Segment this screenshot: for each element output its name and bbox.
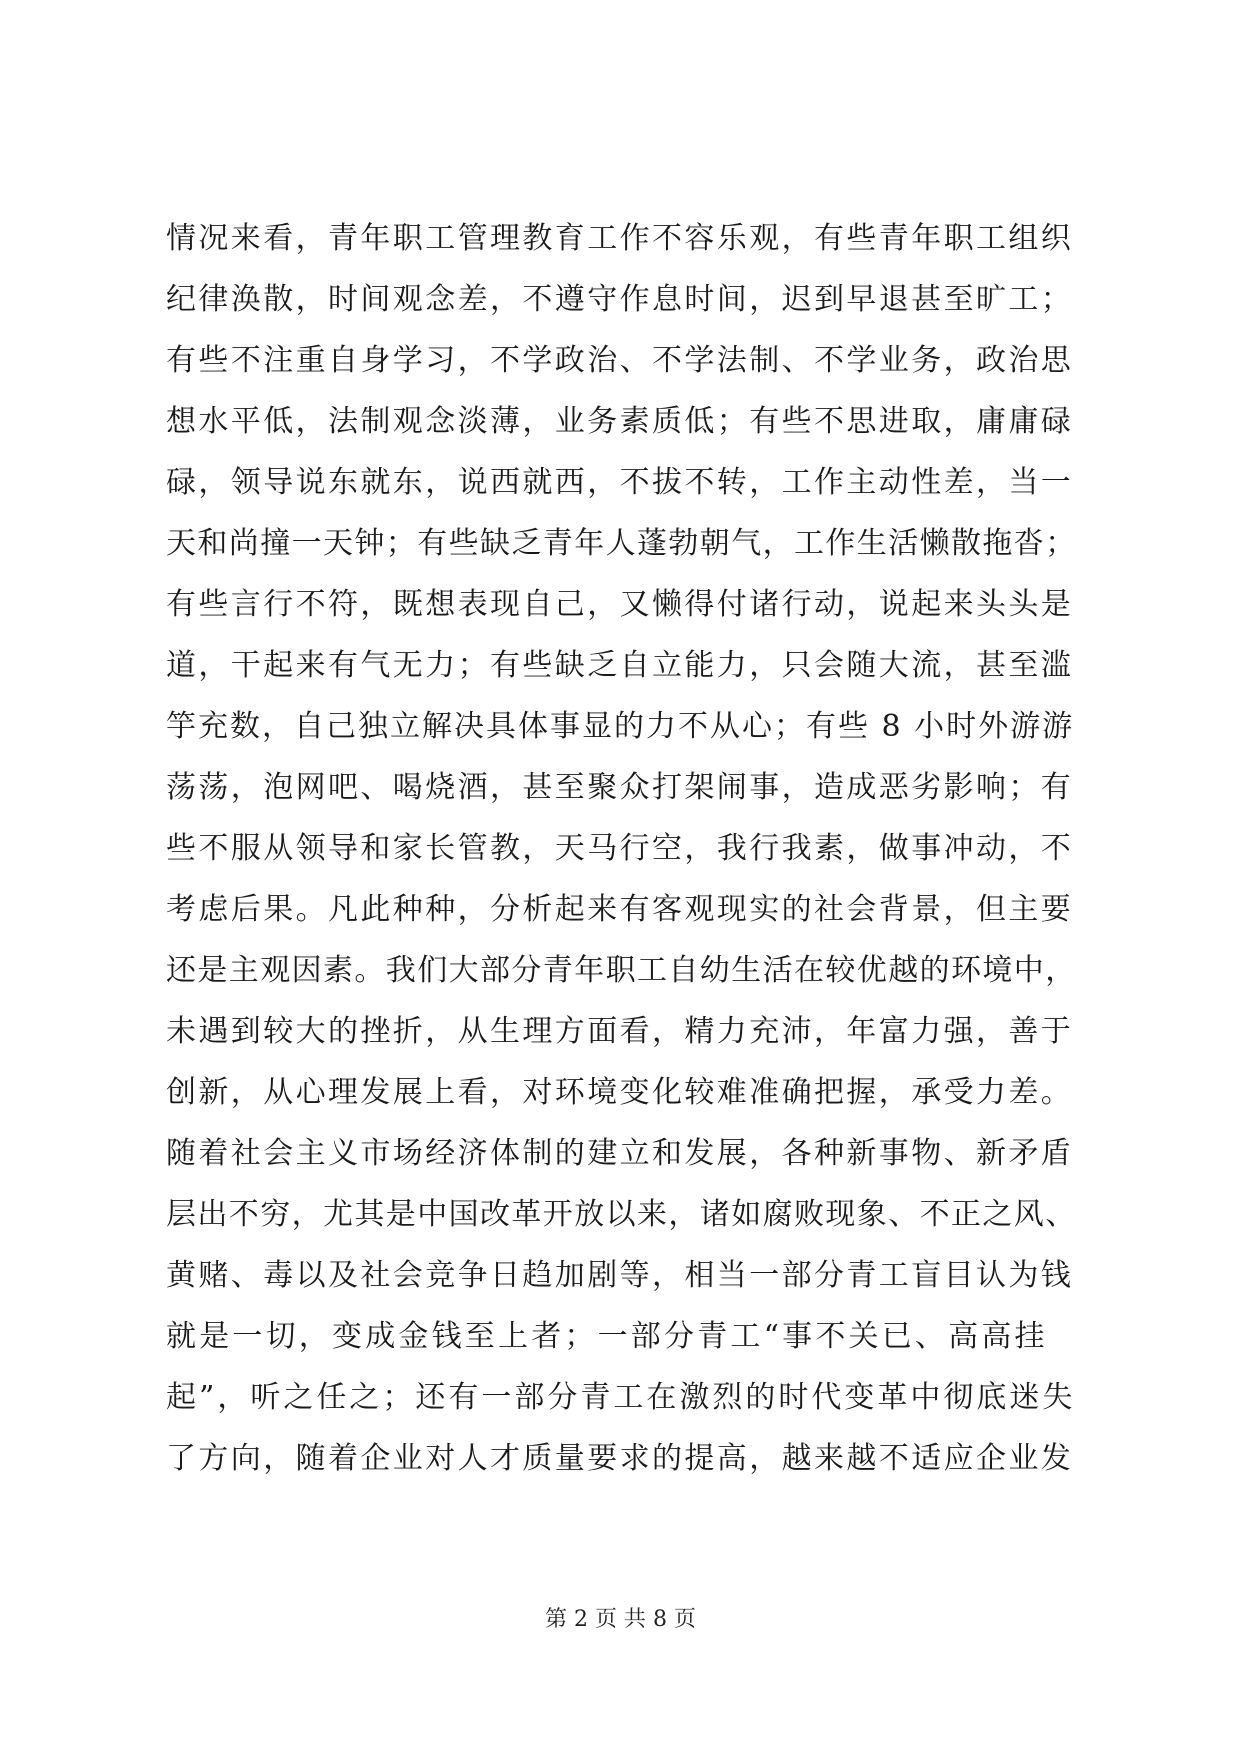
text-line-7: 有些言行不符，既想表现自己，又懒得付诸行动，说起来头头是 <box>166 587 1074 622</box>
text-line-4: 想水平低，法制观念淡薄，业务素质低；有些不思进取，庸庸碌 <box>166 404 1074 439</box>
text-line-11: 些不服从领导和家长管教，天马行空，我行我素，做事冲动，不 <box>166 831 1074 866</box>
text-line-1: 情况来看，青年职工管理教育工作不容乐观，有些青年职工组织 <box>166 221 1074 256</box>
text-line-13: 还是主观因素。我们大部分青年职工自幼生活在较优越的环境中， <box>166 953 1077 988</box>
text-line-10: 荡荡，泡网吧、喝烧酒，甚至聚众打架闹事，造成恶劣影响；有 <box>166 770 1074 805</box>
text-line-18: 黄赌、毒以及社会竞争日趋加剧等，相当一部分青工盲目认为钱 <box>166 1258 1074 1293</box>
text-line-5: 碌，领导说东就东，说西就西，不拔不转，工作主动性差，当一 <box>166 465 1074 500</box>
text-line-3: 有些不注重自身学习，不学政治、不学法制、不学业务，政治思 <box>166 343 1074 378</box>
text-line-21: 了方向，随着企业对人才质量要求的提高，越来越不适应企业发 <box>166 1441 1074 1476</box>
page-number-footer: 第 2 页 共 8 页 <box>545 1607 696 1632</box>
text-line-14: 未遇到较大的挫折，从生理方面看，精力充沛，年富力强，善于 <box>166 1014 1074 1049</box>
text-line-2: 纪律涣散，时间观念差，不遵守作息时间，迟到早退甚至旷工； <box>166 282 1074 317</box>
text-line-8: 道，干起来有气无力；有些缺乏自立能力，只会随大流，甚至滥 <box>166 648 1074 683</box>
text-line-12: 考虑后果。凡此种种，分析起来有客观现实的社会背景，但主要 <box>166 892 1074 927</box>
text-line-15: 创新，从心理发展上看，对环境变化较难准确把握，承受力差。 <box>166 1075 1074 1110</box>
text-line-19: 就是一切，变成金钱至上者；一部分青工“事不关已、高高挂 <box>166 1319 1048 1354</box>
body-paragraph <box>166 208 1078 1489</box>
text-line-20: 起”，听之任之；还有一部分青工在激烈的时代变革中彻底迷失 <box>166 1380 1076 1415</box>
text-line-6: 天和尚撞一天钟；有些缺乏青年人蓬勃朝气，工作生活懒散拖沓； <box>166 526 1077 561</box>
text-line-17: 层出不穷，尤其是中国改革开放以来，诸如腐败现象、不正之风、 <box>166 1197 1077 1232</box>
text-line-9: 竽充数，自己独立解决具体事显的力不从心；有些 8 小时外游游 <box>166 709 1075 744</box>
text-line-16: 随着社会主义市场经济体制的建立和发展，各种新事物、新矛盾 <box>166 1136 1074 1171</box>
